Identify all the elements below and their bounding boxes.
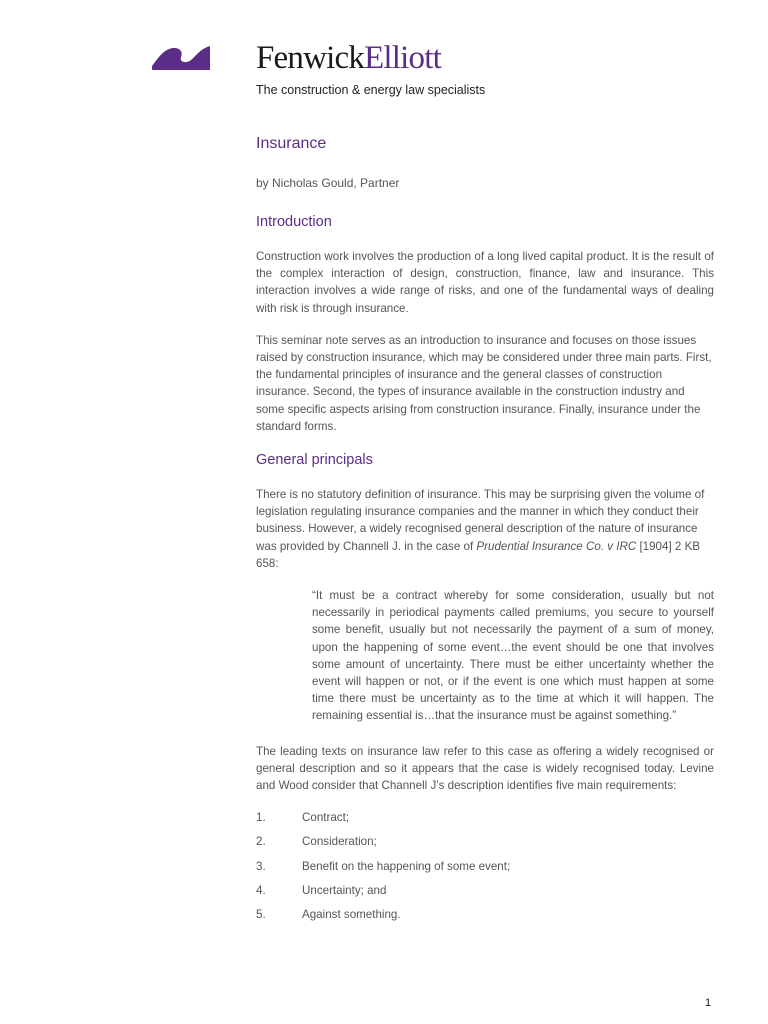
general-principals-heading: General principals [256,452,373,469]
document-body [256,133,714,930]
introduction-paragraph-1: Construction work involves the production of a long lived capital product. It is the result of the complex interaction of design, construction, finance, law and insurance. This interaction involves a wide range of risks, and one of the fundamental ways of dealing with risk is through insurance. [256,250,714,315]
case-citation: Prudential Insurance Co. v IRC [476,539,637,553]
list-item-number: 1. [256,811,266,825]
page-number: 1 [705,997,712,1009]
brand-name-second: Elliott [364,40,441,76]
general-paragraph-1-text: There is no statutory definition of insurance. This may be surprising given the volume of legislation regulating insurance companies and the manner in which they conduct their business. However, a widely recognised general description of the nature of insurance was provided by Channell J. in the case of [256,488,705,553]
list-item [256,809,714,826]
general-paragraph-1 [256,486,714,572]
list-item-number: 4. [256,883,266,897]
page-title: Insurance [256,135,327,152]
case-reference: [1904] 2 KB 658: [256,539,701,570]
introduction-paragraph-2: This seminar note serves as an introduction to insurance and focuses on those issues raised by construction insurance, which may be considered under three main parts. First, the fundamental principles of insurance and the general classes of construction insurance. Second, the types of insurance available in the construction industry and some specific aspects arising from construction insurance. Finally, insurance under the standard forms. [256,333,712,433]
brand-tagline: The construction & energy law specialists [256,83,486,97]
author-byline: by Nicholas Gould, Partner [256,176,400,190]
list-item [256,858,714,875]
list-item-number: 2. [256,835,266,849]
list-item-text: Uncertainty; and [302,883,387,897]
list-item [256,906,714,923]
list-item-text: Contract; [302,811,350,825]
list-item-text: Benefit on the happening of some event; [302,859,511,873]
requirements-list [256,809,714,923]
list-item-number: 5. [256,908,266,922]
brand-name-first: Fenwick [256,40,365,76]
list-item [256,833,714,850]
brand-wordmark [256,38,441,78]
list-item [256,882,714,899]
block-quote: “It must be a contract whereby for some consideration, usually but not necessarily in periodical payments called premiums, you secure to yourself some benefit, usually but not necessarily the payment of a sum of money, upon the happening of some event…the event should be one that involves some amount of uncertainty. There must be either uncertainty whether the event will happen or not, or if the event is one which must happen at some time there must be uncertainty as to the time at which it will happen. The remaining essential is…that the insurance must be against something.” [312,589,714,723]
list-item-text: Against something. [302,908,401,922]
list-item-text: Consideration; [302,835,377,849]
introduction-heading: Introduction [256,214,332,230]
general-paragraph-2: The leading texts on insurance law refer to this case as offering a widely recognised or general description and so it appears that the case is widely recognised today. Levine and Wood consider that Channell J’s description identifies five main requirements: [256,744,714,793]
list-item-number: 3. [256,859,266,873]
fenwick-elliott-wave-logo-icon [152,42,210,70]
